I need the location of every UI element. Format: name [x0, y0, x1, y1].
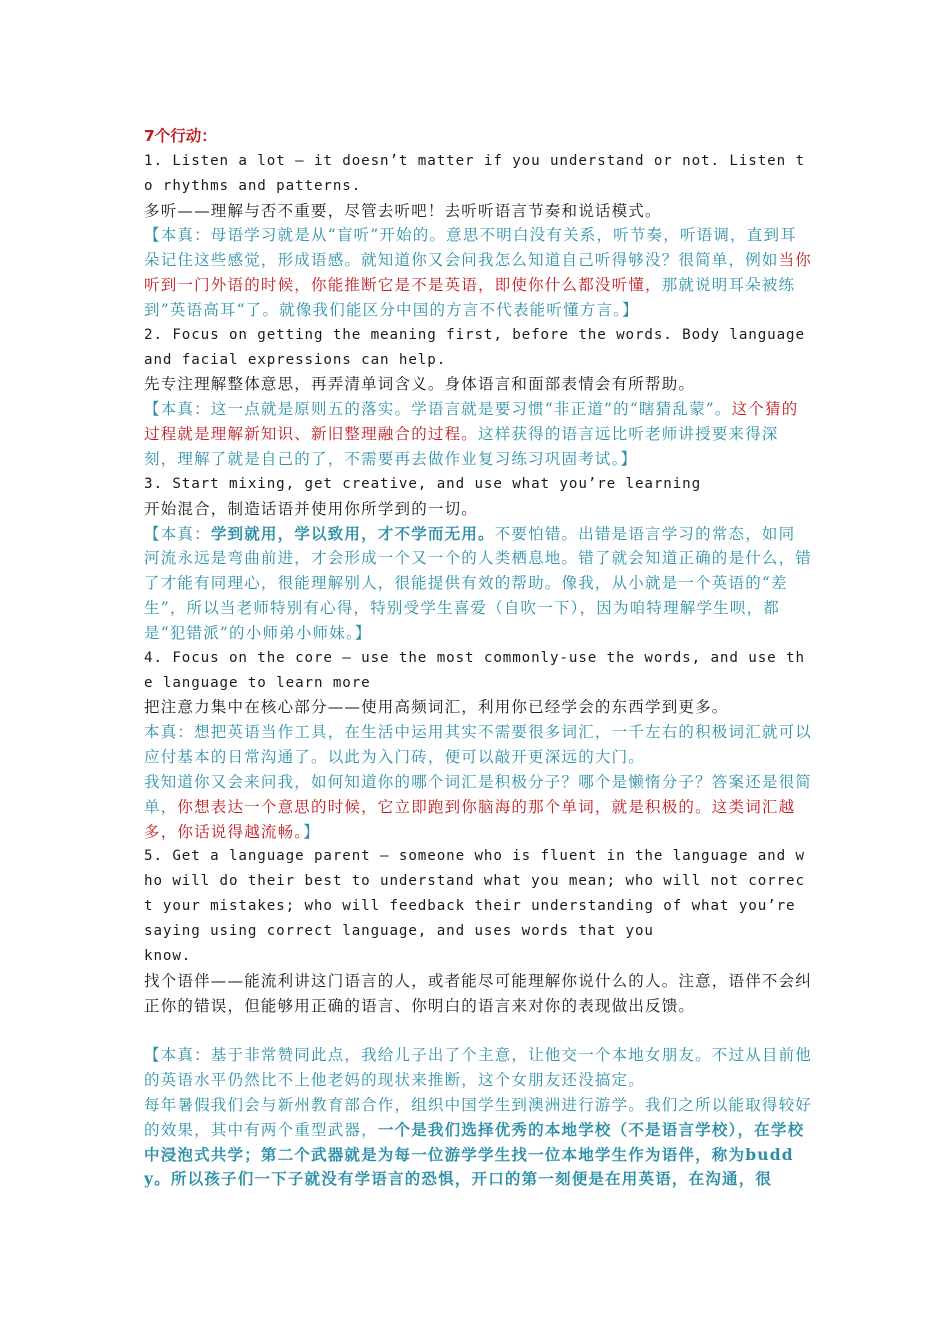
item-2-note-highlight: 这个猜的过程就是理解新知识、新旧整理融合的过程。 — [144, 400, 799, 444]
item-4-chinese: 把注意力集中在核心部分——使用高频词汇，利用你已经学会的东西学到更多。 — [144, 698, 729, 717]
item-5-note-2 — [144, 1093, 812, 1192]
item-1-note-text-end: 那就说明耳朵被练到”英语高耳“了。就像我们能区分中国的方言不代表能听懂方言。】 — [144, 276, 796, 319]
item-2-chinese: 先专注理解整体意思，再弄清单词含义。身体语言和面部表情会有所帮助。 — [144, 375, 696, 394]
item-2-note-text: 【本真：这一点就是原则五的落实。学语言就是要习惯“非正道”的“瞎猜乱蒙”。 — [144, 400, 732, 419]
item-3-note-bold: 学到就用，学以致用，才不学而无用。 — [210, 523, 495, 543]
item-4-note: 本真：想把英语当作工具，在生活中运用其实不需要很多词汇，一千左右的积极词汇就可以应付基本的日常沟通了。以此为入门砖，便可以敲开更深远的大门。 — [144, 723, 813, 767]
item-2-english: 2. Focus on getting the meaning first, before the words. Body language and facial expressions can help. — [144, 326, 805, 368]
item-3-note-text: 【本真： — [144, 524, 211, 543]
document-page — [144, 124, 812, 1192]
item-5-chinese: 找个语伴——能流利讲这门语言的人，或者能尽可能理解你说什么的人。注意，语伴不会纠正你的错误，但能够用正确的语言、你明白的语言来对你的表现做出反馈。 — [144, 971, 813, 1015]
section-title: 7个行动： — [144, 127, 217, 145]
item-1-note — [144, 223, 812, 322]
item-1-note-text: 【本真：母语学习就是从“盲听”开始的。意思不明白没有关系，听节奏，听语调，直到耳朵记住这些感觉，形成语感。就知道你又会问我怎么知道自己听得够没？很简单，例如 — [144, 226, 797, 270]
item-1-english: 1. Listen a lot – it doesn’t matter if you understand or not. Listen to rhythms and patterns. — [144, 152, 805, 194]
item-3-chinese: 开始混合，制造话语并使用你所学到的一切。 — [144, 499, 479, 518]
item-4-note-2 — [144, 770, 812, 845]
item-2-note-text-end: 这样获得的语言远比听老师讲授要来得深刻，理解了就是自己的了，不需要再去做作业复习练习巩固考试。】 — [144, 425, 779, 468]
item-4-note-2-highlight: 你想表达一个意思的时候，它立即跑到你脑海的那个单词，就是积极的。这类词汇越多，你话说得越流畅。 — [144, 797, 796, 841]
item-3-english: 3. Start mixing, get creative, and use what you’re learning — [144, 475, 702, 492]
item-4-note-2-end: 】 — [303, 822, 320, 841]
item-1-chinese: 多听——理解与否不重要，尽管去听吧！去听听语言节奏和说话模式。 — [144, 201, 662, 220]
item-3-note — [144, 522, 812, 646]
item-5-note-2-bold: 一个是我们选择优秀的本地学校（不是语言学校），在学校中浸泡式共学；第二个武器就是为每一位游学学生找一位本地学生作为语伴，称为buddy。所以孩子们一下子就没有学语言的恐惧，开口的第一刻便是在用英语，在沟通，很 — [144, 1119, 805, 1189]
item-4-english: 4. Focus on the core – use the most commonly-use the words, and use the language to learn more — [144, 649, 805, 691]
item-2-note — [144, 397, 812, 472]
item-3-note-text-end: 不要怕错。出错是语言学习的常态，如同河流永远是弯曲前进，才会形成一个又一个的人类栖息地。错了就会知道正确的是什么，错了才能有同理心，很能理解别人，很能提供有效的帮助。像我，从小就是一个英语的“差生”，所以当老师特别有心得，特别受学生喜爱（自吹一下），因为咱特理解学生呗，都是“犯错派”的小师弟小师妹。】 — [144, 524, 813, 642]
item-5-note: 【本真：基于非常赞同此点，我给儿子出了个主意，让他交一个本地女朋友。不过从目前他的英语水平仍然比不上他老妈的现状来推断，这个女朋友还没搞定。 — [144, 1046, 813, 1090]
blank-line — [144, 1018, 812, 1043]
item-4-note-2-text: 我知道你又会来问我，如何知道你的哪个词汇是积极分子？哪个是懒惰分子？答案还是很简单， — [144, 772, 813, 816]
item-5-english-tail: know. — [144, 947, 192, 964]
item-5-note-2-text: 每年暑假我们会与新州教育部合作，组织中国学生到澳洲进行游学。我们之所以能取得较好的效果，其中有两个重型武器， — [144, 1095, 813, 1139]
item-1-note-highlight: 当你听到一门外语的时候，你能推断它是不是英语，即使你什么都没听懂， — [144, 251, 813, 295]
item-5-english: 5. Get a language parent – someone who is fluent in the language and who will do their best to understand what you mean; who will not correct your mistakes; who will feedback their understanding of what you’re saying using correct language, and uses words that you — [144, 848, 805, 939]
